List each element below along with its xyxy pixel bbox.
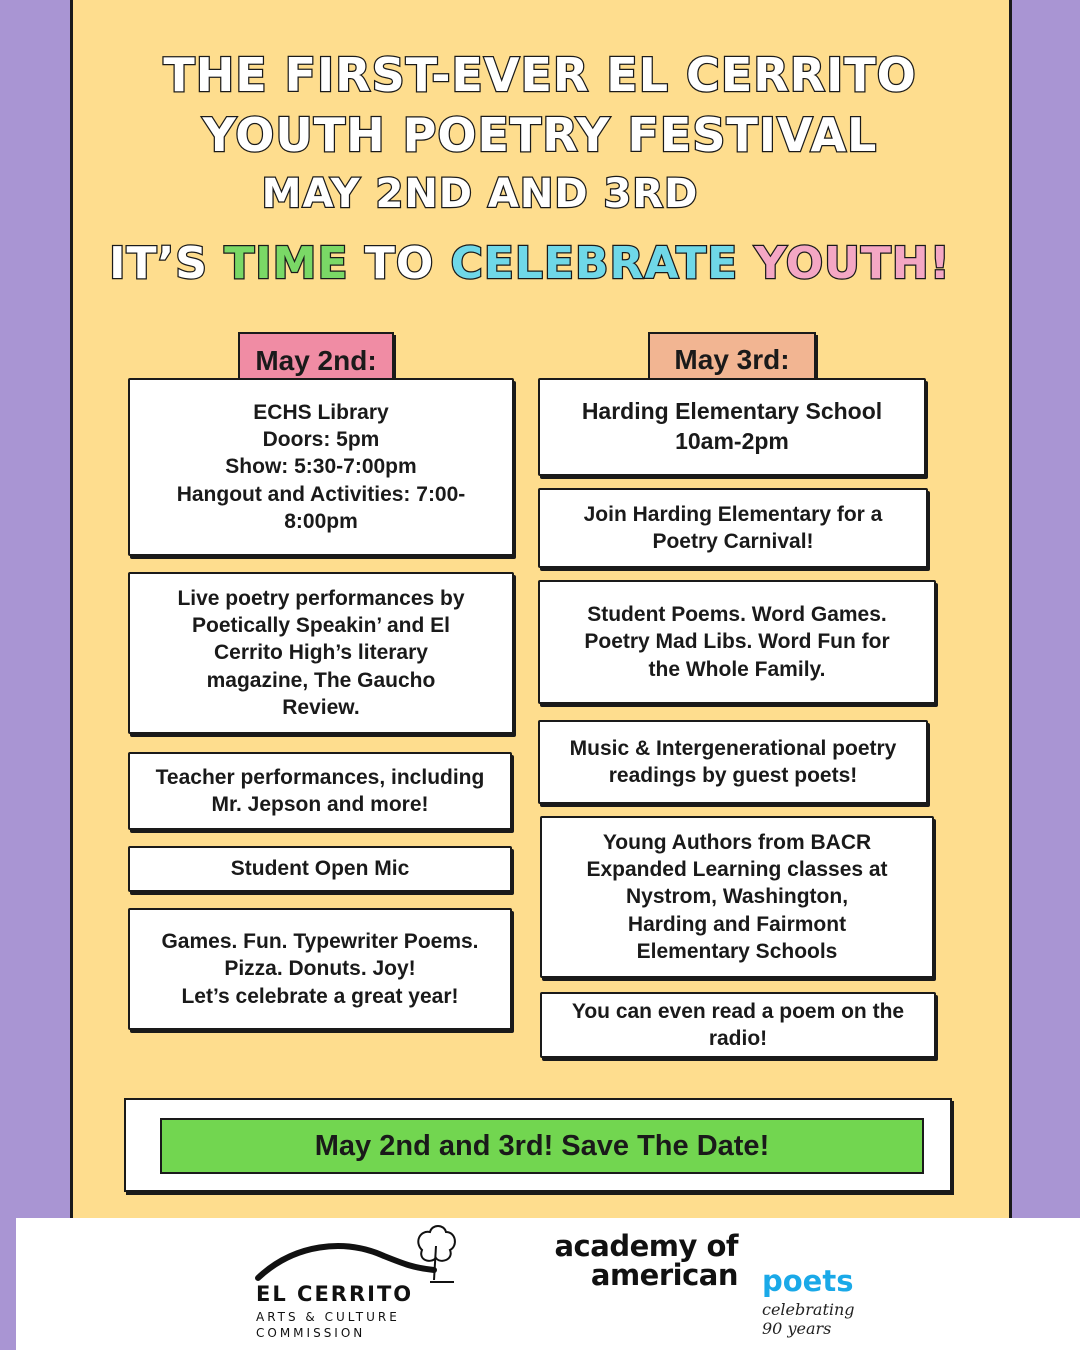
title-line-2: YOUTH POETRY FESTIVAL: [202, 108, 878, 162]
save-the-date-frame: [124, 1098, 952, 1192]
title-line-1: THE FIRST-EVER EL CERRITO: [163, 48, 917, 102]
may2-label: May 2nd:: [238, 332, 394, 390]
may2-teachers-box: Teacher performances, including Mr. Jepson and more!: [128, 752, 512, 830]
may3-games-box: Student Poems. Word Games. Poetry Mad Libs. Word Fun for the Whole Family.: [538, 580, 936, 704]
el-cerrito-name: EL CERRITO: [256, 1282, 414, 1306]
may3-venue-box: Harding Elementary School 10am-2pm: [538, 378, 926, 476]
hills-tree-logo-icon: [254, 1220, 474, 1286]
may2-performances-box: Live poetry performances by Poetically Speakin’ and El Cerrito High’s literary magazine, The Gaucho Review.: [128, 572, 514, 734]
el-cerrito-commission: ARTS & CULTURE COMMISSION: [256, 1310, 400, 1340]
may3-label: May 3rd:: [648, 332, 816, 388]
tagline: IT’S TIME TO CELEBRATE YOUTH!: [109, 238, 951, 289]
may2-venue-box: ECHS Library Doors: 5pm Show: 5:30-7:00pm Hangout and Activities: 7:00- 8:00pm: [128, 378, 514, 556]
may3-young-authors-box: Young Authors from BACR Expanded Learning classes at Nystrom, Washington, Harding and Fairmont Elementary Schools: [540, 816, 934, 978]
save-the-date-banner: May 2nd and 3rd! Save The Date!: [160, 1118, 924, 1174]
may2-open-mic-box: Student Open Mic: [128, 846, 512, 892]
poets-wordmark: poets: [762, 1264, 854, 1298]
may3-carnival-box: Join Harding Elementary for a Poetry Carnival!: [538, 488, 928, 568]
academy-wordmark: academy of american: [554, 1229, 738, 1292]
celebrating-tagline: celebrating 90 years: [762, 1300, 855, 1339]
may3-music-box: Music & Intergenerational poetry readings by guest poets!: [538, 720, 928, 804]
may3-radio-box: You can even read a poem on the radio!: [540, 992, 936, 1058]
festival-dates: MAY 2ND AND 3RD: [261, 171, 699, 217]
sponsor-footer: [16, 1218, 1080, 1350]
may2-activities-box: Games. Fun. Typewriter Poems. Pizza. Donuts. Joy! Let’s celebrate a great year!: [128, 908, 512, 1030]
